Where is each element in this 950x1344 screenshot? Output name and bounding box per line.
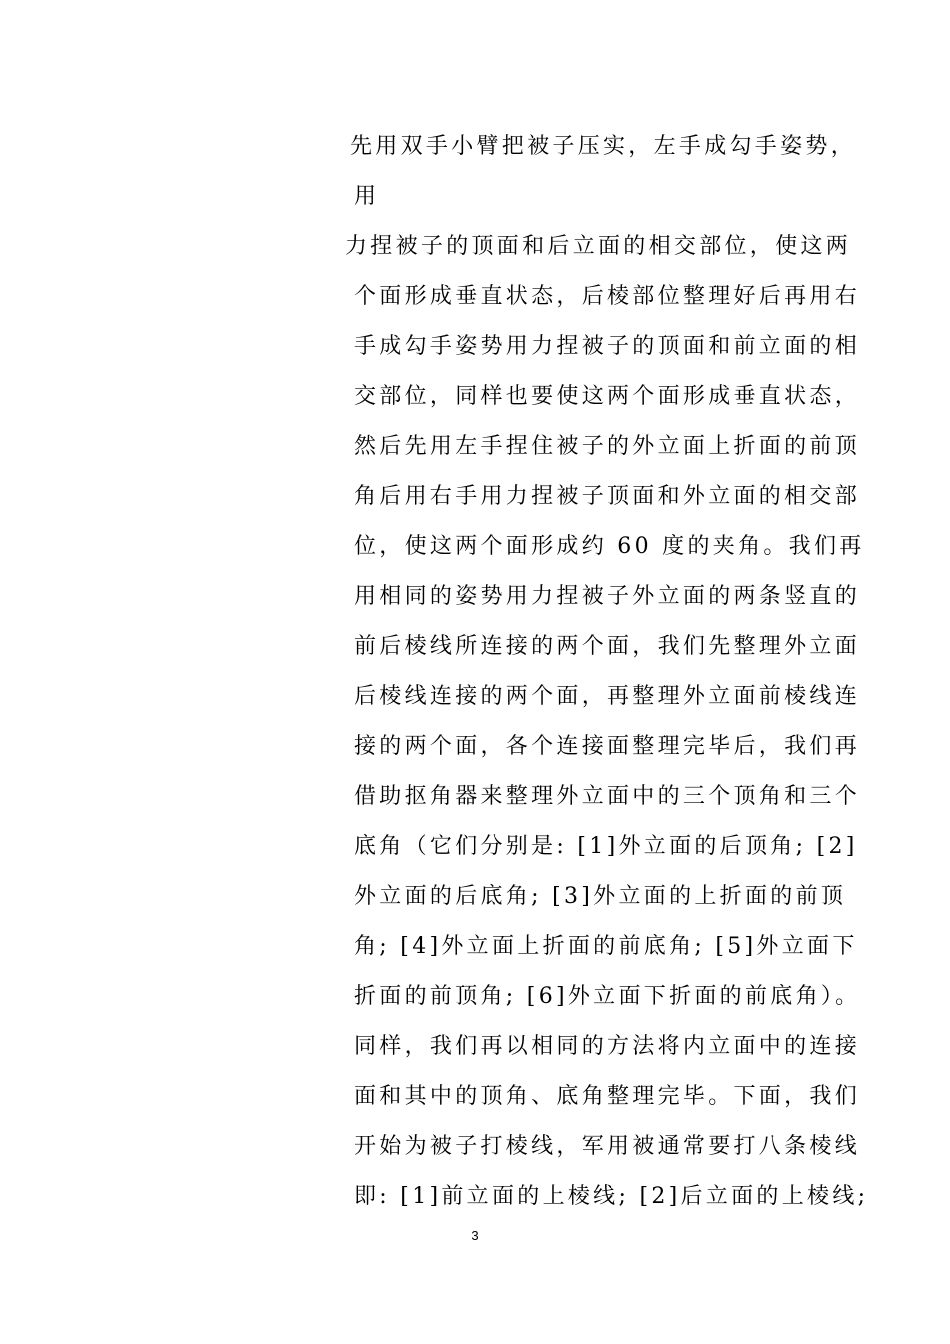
text-line: 力捏被子的顶面和后立面的相交部位，使这两 [345, 234, 852, 259]
text-line: 折面的前顶角; [6]外立面下折面的前底角）。 [354, 984, 861, 1009]
text-line: 角; [4]外立面上折面的前底角; [5]外立面下 [354, 934, 858, 959]
text-line: 前后棱线所连接的两个面，我们先整理外立面 [354, 634, 861, 659]
text-line: 位，使这两个面形成约 60 度的夹角。我们再 [354, 534, 865, 559]
text-line: 后棱线连接的两个面，再整理外立面前棱线连 [354, 684, 861, 709]
text-line: 面和其中的顶角、底角整理完毕。下面，我们 [354, 1084, 861, 1109]
text-line: 同样，我们再以相同的方法将内立面中的连接 [354, 1034, 861, 1059]
text-line: 交部位，同样也要使这两个面形成垂直状态， [354, 384, 861, 409]
text-line: 用相同的姿势用力捏被子外立面的两条竖直的 [354, 584, 861, 609]
text-line: 先用双手小臂把被子压实，左手成勾手姿势， [350, 134, 857, 159]
text-line: 然后先用左手捏住被子的外立面上折面的前顶 [354, 434, 861, 459]
text-line: 接的两个面，各个连接面整理完毕后，我们再 [354, 734, 861, 759]
text-line: 借助抠角器来整理外立面中的三个顶角和三个 [354, 784, 861, 809]
text-line: 用 [354, 184, 380, 209]
text-line: 底角（它们分别是: [1]外立面的后顶角; [2] [354, 834, 858, 859]
text-line: 开始为被子打棱线，军用被通常要打八条棱线 [354, 1134, 861, 1159]
text-line: 外立面的后底角; [3]外立面的上折面的前顶 [354, 884, 847, 909]
page-number: 3 [471, 1228, 479, 1243]
text-line: 个面形成垂直状态，后棱部位整理好后再用右 [354, 284, 861, 309]
text-line: 手成勾手姿势用力捏被子的顶面和前立面的相 [354, 334, 861, 359]
text-line: 即: [1]前立面的上棱线; [2]后立面的上棱线; [354, 1184, 869, 1209]
text-line: 角后用右手用力捏被子顶面和外立面的相交部 [354, 484, 861, 509]
